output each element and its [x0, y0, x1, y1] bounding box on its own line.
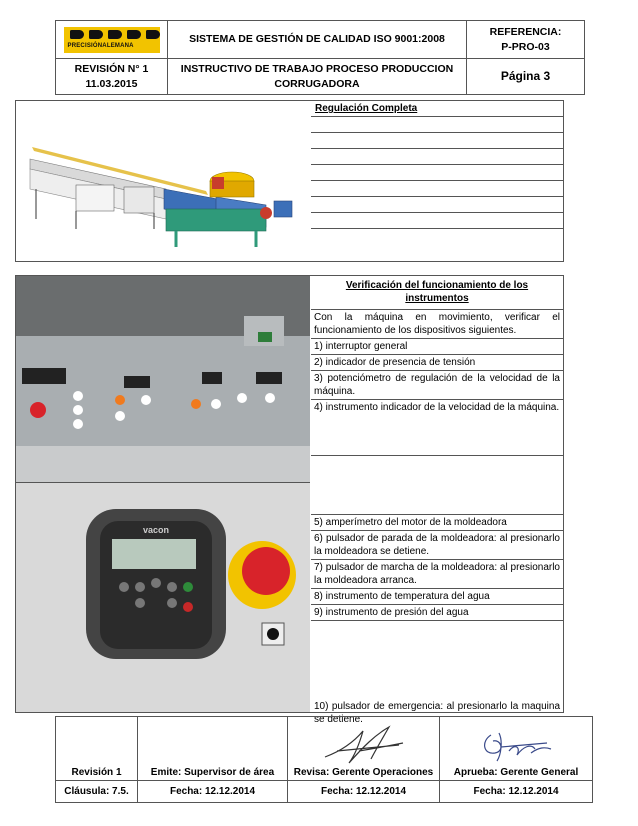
approval-footer	[55, 716, 593, 803]
footer-fecha-aprueba: Fecha: 12.12.2014	[473, 786, 559, 797]
instruments-section	[15, 275, 564, 725]
footer-fecha-revisa: Fecha: 12.12.2014	[320, 786, 407, 797]
blank-row	[311, 197, 563, 213]
inverter-keypad-icon	[16, 483, 310, 712]
document-header	[55, 20, 585, 95]
instruments-title: Verificación del funcionamiento de los instrumentos	[311, 276, 563, 310]
footer-revisa: Revisa: Gerente Operaciones	[293, 767, 434, 778]
signature-aprueba-icon	[471, 721, 561, 769]
blank-row	[311, 181, 563, 197]
blank-row	[311, 213, 563, 229]
list-item: 2) indicador de presencia de tensión	[311, 355, 563, 371]
list-item: 5) amperímetro del motor de la moldeadora	[311, 515, 563, 531]
footer-aprueba: Aprueba: Gerente General	[453, 767, 579, 778]
revision-cell	[56, 59, 168, 95]
reference-label: REFERENCIA:	[489, 26, 562, 39]
page-number	[467, 59, 585, 95]
footer-revision: Revisión 1	[71, 767, 122, 778]
list-item: 8) instrumento de temperatura del agua	[311, 589, 563, 605]
footer-fecha-emite: Fecha: 12.12.2014	[169, 786, 256, 797]
signature-revisa-icon	[319, 721, 409, 769]
regulation-rows	[311, 101, 563, 245]
revision-label: REVISIÓN N° 1	[74, 63, 149, 76]
revisa-cell	[288, 717, 440, 781]
footer-emite: Emite: Supervisor de área	[150, 767, 275, 778]
page-number-text: Página 3	[500, 69, 551, 84]
machine-image	[16, 101, 310, 261]
list-item: 6) pulsador de parada de la moldeadora: al presionarlo la moldeadora se detiene.	[311, 531, 563, 560]
list-item-emergency: 10) pulsador de emergencia: al presionarlo la maquina se detiene.	[314, 701, 560, 725]
reference-cell	[467, 21, 585, 59]
blank-row	[311, 456, 563, 515]
blank-row	[311, 165, 563, 181]
fecha-cell	[440, 781, 593, 803]
control-panel-photo	[16, 276, 310, 483]
blank-row	[311, 149, 563, 165]
aprueba-cell	[440, 717, 593, 781]
instructivo-line2: CORRUGADORA	[274, 77, 360, 90]
blank-row	[311, 621, 563, 699]
list-item: 7) pulsador de marcha de la moldeadora: al presionarlo la moldeadora arranca.	[311, 560, 563, 589]
revision-date: 11.03.2015	[85, 77, 138, 90]
list-item: 9) instrumento de presión del agua	[311, 605, 563, 621]
company-logo	[64, 27, 160, 53]
emite-cell	[138, 717, 288, 781]
logo-cell	[56, 21, 168, 59]
logo-tagline: PRECISIÓNALEMANA	[67, 43, 134, 50]
clausula-cell	[56, 781, 138, 803]
panel-brand-label: vacon	[142, 525, 170, 535]
list-item: 3) potenciómetro de regulación de la velocidad de la máquina.	[311, 371, 563, 400]
footer-clausula: Cláusula: 7.5.	[64, 786, 129, 797]
regulation-section	[15, 100, 564, 262]
instructivo-cell	[168, 59, 467, 95]
instrument-list	[311, 276, 563, 727]
system-title	[168, 21, 467, 59]
list-item: Con la máquina en movimiento, verificar el funcionamiento de los dispositivos siguientes.	[311, 310, 563, 339]
list-item: 1) interruptor general	[311, 339, 563, 355]
revision-footer-cell	[56, 717, 138, 781]
list-item: 4) instrumento indicador de la velocidad de la máquina.	[311, 400, 563, 456]
blank-row	[311, 133, 563, 149]
blank-row	[311, 229, 563, 245]
inverter-photo	[16, 483, 310, 712]
corrugator-machine-illustration-icon	[16, 101, 310, 261]
instructivo-line1: INSTRUCTIVO DE TRABAJO PROCESO PRODUCCION	[180, 63, 454, 76]
control-panel-icon	[16, 276, 310, 482]
fecha-cell	[288, 781, 440, 803]
system-title-text: SISTEMA DE GESTIÓN DE CALIDAD ISO 9001:2008	[189, 33, 445, 46]
regulation-title: Regulación Completa	[311, 101, 563, 117]
blank-row	[311, 117, 563, 133]
fecha-cell	[138, 781, 288, 803]
reference-code: P-PRO-03	[501, 40, 550, 53]
